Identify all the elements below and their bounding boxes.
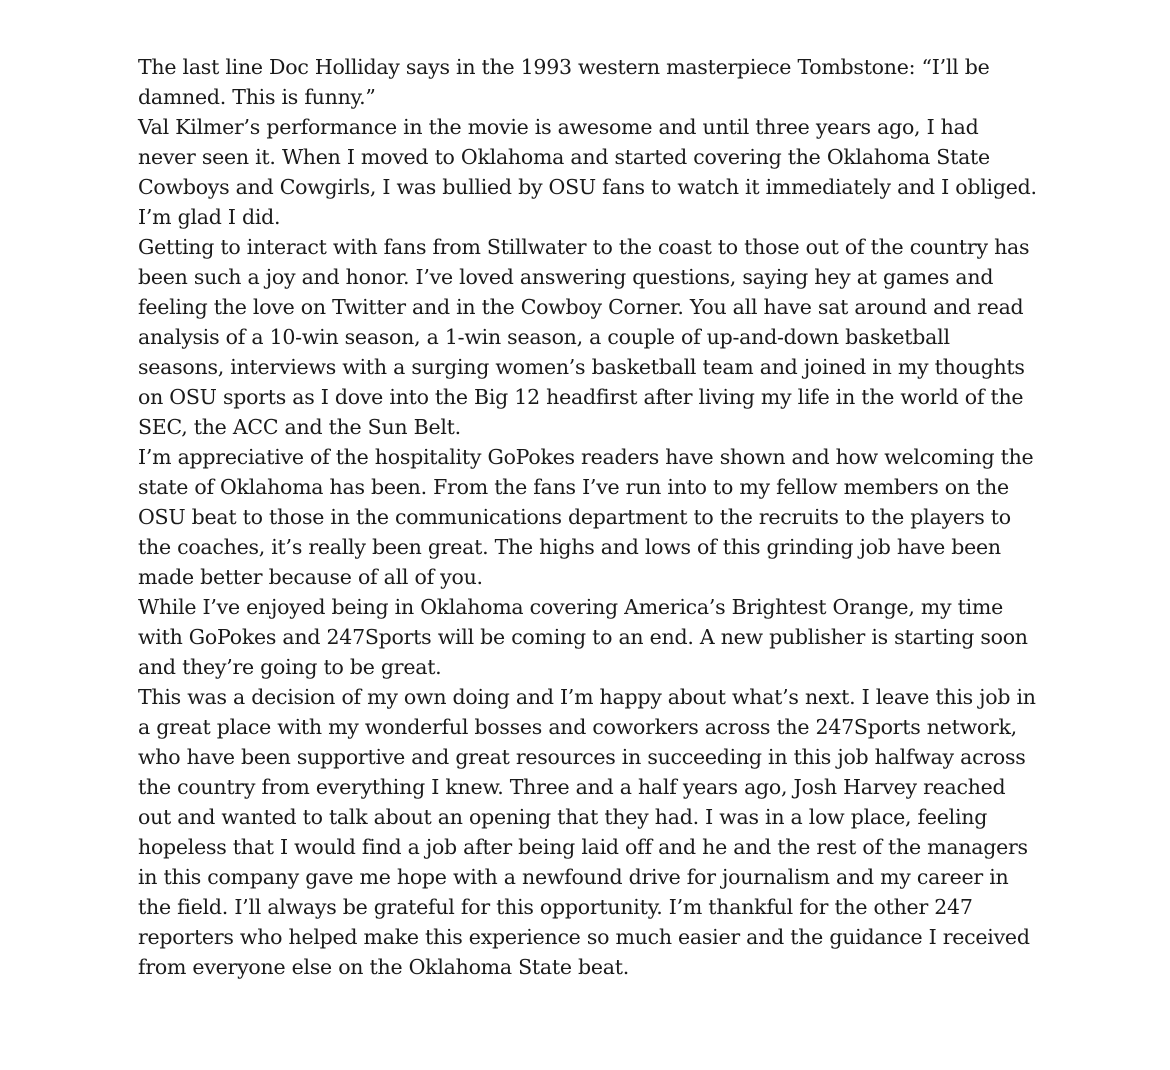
article-body (138, 52, 1038, 982)
paragraph-appreciation: I’m appreciative of the hospitality GoPokes readers have shown and how welcoming the state of Oklahoma has been. From the fans I’ve run into to my fellow members on the OSU beat to those in the communications department to the recruits to the players to the coaches, it’s really been great. The highs and lows of this grinding job have been made better because of all of you. (138, 445, 1034, 589)
paragraph-val-kilmer: Val Kilmer’s performance in the movie is awesome and until three years ago, I had never seen it. When I moved to Oklahoma and started covering the Oklahoma State Cowboys and Cowgirls, I was bullied by OSU fans to watch it immediately and I obliged. I’m glad I did. (138, 115, 1037, 229)
paragraph-farewell: While I’ve enjoyed being in Oklahoma covering America’s Brightest Orange, my time with GoPokes and 247Sports will be coming to an end. A new publisher is starting soon and they’re going to be great. (138, 595, 1028, 679)
paragraph-tombstone-quote: The last line Doc Holliday says in the 1993 western masterpiece Tombstone: “I’ll be damned. This is funny.” (138, 55, 990, 109)
paragraph-decision: This was a decision of my own doing and I’m happy about what’s next. I leave this job in a great place with my wonderful bosses and coworkers across the 247Sports network, who have been supportive and great resources in succeeding in this job halfway across the country from everything I knew. Three and a half years ago, Josh Harvey reached out and wanted to talk about an opening that they had. I was in a low place, feeling hopeless that I would find a job after being laid off and he and the rest of the managers in this company gave me hope with a newfound drive for journalism and my career in the field. I’ll always be grateful for this opportunity. I’m thankful for the other 247 reporters who helped make this experience so much easier and the guidance I received from everyone else on the Oklahoma State beat. (138, 685, 1036, 979)
paragraph-fans: Getting to interact with fans from Stillwater to the coast to those out of the country has been such a joy and honor. I’ve loved answering questions, saying hey at games and feeling the love on Twitter and in the Cowboy Corner. You all have sat around and read analysis of a 10-win season, a 1-win season, a couple of up-and-down basketball seasons, interviews with a surging women’s basketball team and joined in my thoughts on OSU sports as I dove into the Big 12 headfirst after living my life in the world of the SEC, the ACC and the Sun Belt. (138, 235, 1030, 439)
